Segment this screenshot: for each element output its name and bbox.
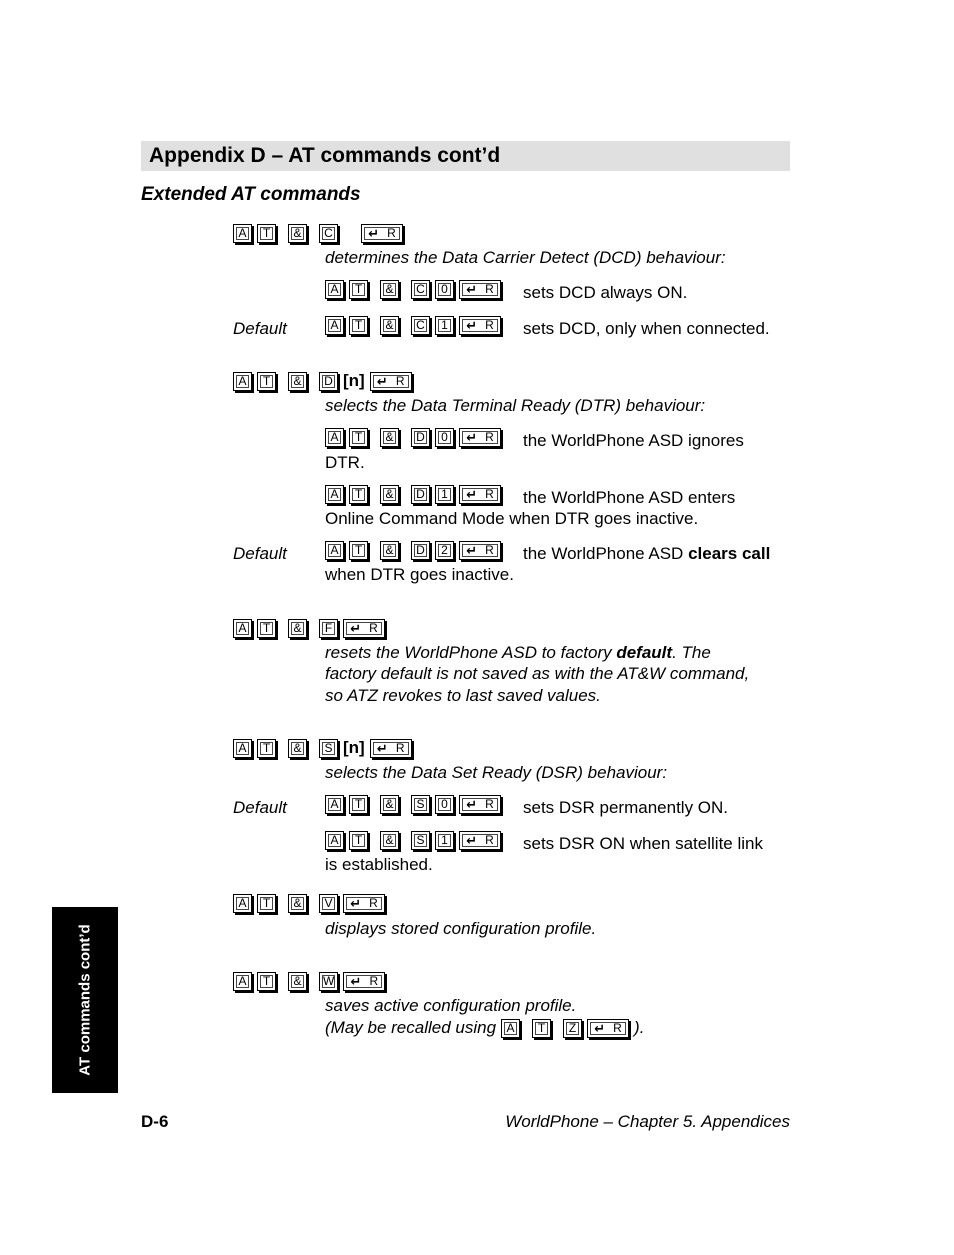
keycap: A [325,316,344,335]
enter-key-label: R [395,741,405,755]
command-description-line3: so ATZ revokes to last saved values. [325,686,601,705]
keycap: & [288,972,307,991]
enter-key [459,485,501,504]
key-sequence [325,426,506,448]
enter-key [459,280,501,299]
enter-key-label: R [369,896,378,910]
keycap: C [411,316,430,335]
key-sequence [325,829,506,851]
enter-arrow-icon: ↵ [350,973,362,989]
keycap: & [380,541,399,560]
enter-arrow-icon: ↵ [466,281,478,297]
keycap: & [380,428,399,447]
keycap: D [411,485,430,504]
page-number: D-6 [141,1112,169,1131]
keycap: A [233,224,252,243]
keycap: S [411,831,430,850]
enter-key-label: R [485,797,494,811]
enter-key-label: R [485,833,494,847]
keycap: 2 [435,541,454,560]
enter-arrow-icon: ↵ [466,486,478,502]
option-text: the WorldPhone ASD ignores [523,431,744,450]
side-tab [52,907,118,1093]
enter-key [459,831,501,850]
command-description: selects the Data Set Ready (DSR) behaviour: [325,763,668,782]
keycap: A [325,485,344,504]
option-text: the WorldPhone ASD clears call [523,544,771,563]
command-description: resets the WorldPhone ASD to factory default. The [325,643,711,662]
keycap: T [349,541,368,560]
enter-key [343,894,385,913]
enter-arrow-icon: ↵ [466,429,478,445]
keycap: & [288,894,307,913]
key-sequence [325,278,506,300]
keycap: A [233,739,252,758]
command-at-s [233,737,417,759]
command-description: selects the Data Terminal Ready (DTR) behaviour: [325,396,706,415]
keycap: T [349,485,368,504]
keycap: C [319,224,338,243]
keycap: A [325,831,344,850]
enter-arrow-icon: ↵ [376,740,388,756]
enter-arrow-icon: ↵ [350,895,362,911]
keycap: & [380,485,399,504]
option-text-continued: Online Command Mode when DTR goes inactive. [325,509,699,528]
keycap: T [349,316,368,335]
option-text: sets DCD, only when connected. [523,319,770,338]
parameter: [n] [343,738,365,757]
keycap: T [257,972,276,991]
keycap: D [319,372,338,391]
keycap: A [233,619,252,638]
command-description-line2: factory default is not saved as with the AT&W command, [325,664,750,683]
command-at-c [233,222,408,244]
enter-key [343,972,385,991]
option-text: sets DCD always ON. [523,283,688,302]
keycap: A [325,541,344,560]
keycap: S [319,739,338,758]
keycap: 1 [435,316,454,335]
keycap: T [349,280,368,299]
keycap: T [257,372,276,391]
enter-key [459,316,501,335]
enter-arrow-icon: ↵ [466,317,478,333]
keycap: & [288,739,307,758]
key-sequence [325,483,506,505]
keycap: & [288,619,307,638]
enter-key [370,372,412,391]
default-label: Default [233,319,287,338]
option-text-continued: DTR. [325,453,365,472]
default-label: Default [233,544,287,563]
enter-key-label: R [395,374,405,388]
side-tab-label: AT commands cont’d [76,924,94,1076]
option-text-continued: is established. [325,855,433,874]
keycap: V [319,894,338,913]
key-sequence [325,539,506,561]
enter-key-label: R [485,430,494,444]
recall-note: (May be recalled using A T Z ↵ R ). [325,1018,645,1037]
enter-arrow-icon: ↵ [466,832,478,848]
keycap: A [233,894,252,913]
default-label: Default [233,798,287,817]
enter-key [459,541,501,560]
keycap: T [257,739,276,758]
enter-key-label: R [387,226,396,240]
enter-arrow-icon: ↵ [466,542,478,558]
key-sequence [325,793,506,815]
option-text: sets DSR ON when satellite link [523,834,763,853]
keycap: A [233,972,252,991]
footer-chapter: WorldPhone – Chapter 5. Appendices [505,1112,790,1131]
enter-key-label: R [613,1021,622,1035]
keycap: T [257,224,276,243]
keycap: Z [563,1019,582,1038]
enter-arrow-icon: ↵ [350,620,362,636]
command-at-v [233,892,390,914]
keycap: S [411,795,430,814]
enter-key [361,224,403,243]
keycap: A [501,1019,520,1038]
enter-key-label: R [369,974,379,988]
key-sequence [325,314,506,336]
enter-key [459,428,501,447]
enter-key-label: R [369,621,378,635]
enter-key [587,1019,629,1038]
keycap: T [257,894,276,913]
keycap: & [288,372,307,391]
keycap: & [288,224,307,243]
enter-arrow-icon: ↵ [376,373,388,389]
enter-key [370,739,412,758]
page-title: Appendix D – AT commands cont’d [141,141,790,171]
command-description: saves active configuration profile. [325,996,577,1015]
keycap: A [325,428,344,447]
keycap: T [349,428,368,447]
keycap: W [319,972,338,991]
keycap: D [411,541,430,560]
enter-key-label: R [485,543,494,557]
enter-arrow-icon: ↵ [368,225,380,241]
keycap: F [319,619,338,638]
enter-key [343,619,385,638]
keycap: 0 [435,795,454,814]
option-text: sets DSR permanently ON. [523,798,729,817]
keycap: 1 [435,485,454,504]
keycap: & [380,280,399,299]
command-description: determines the Data Carrier Detect (DCD) behaviour: [325,248,726,267]
command-at-f [233,617,390,639]
keycap: A [233,372,252,391]
keycap: & [380,795,399,814]
keycap: D [411,428,430,447]
command-at-d [233,370,417,392]
keycap: 0 [435,428,454,447]
enter-key-label: R [485,487,494,501]
keycap: 1 [435,831,454,850]
keycap: 0 [435,280,454,299]
keycap: & [380,316,399,335]
recall-key-sequence [501,1017,634,1039]
keycap: T [257,619,276,638]
keycap: T [349,795,368,814]
enter-arrow-icon: ↵ [466,796,478,812]
keycap: T [532,1019,551,1038]
keycap: & [380,831,399,850]
section-subheading: Extended AT commands [141,184,361,205]
enter-arrow-icon: ↵ [594,1020,606,1036]
keycap: A [325,795,344,814]
enter-key-label: R [485,318,494,332]
keycap: A [325,280,344,299]
command-at-w [233,970,390,992]
command-description: displays stored configuration profile. [325,919,597,938]
option-text-continued: when DTR goes inactive. [325,565,514,584]
enter-key-label: R [485,282,494,296]
option-text: the WorldPhone ASD enters [523,488,736,507]
parameter: [n] [343,371,365,390]
keycap: C [411,280,430,299]
enter-key [459,795,501,814]
keycap: T [349,831,368,850]
